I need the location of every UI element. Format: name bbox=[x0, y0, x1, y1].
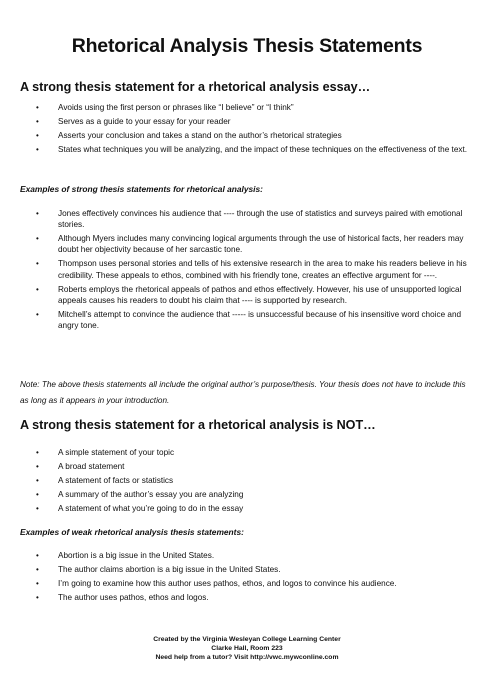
list-item bbox=[36, 447, 476, 458]
list-item-text: A simple statement of your topic bbox=[58, 448, 175, 457]
bullet-icon: • bbox=[36, 284, 39, 294]
page-title: Rhetorical Analysis Thesis Statements bbox=[71, 35, 423, 57]
bullet-icon: • bbox=[36, 551, 39, 560]
bullet-icon: • bbox=[36, 593, 39, 602]
list-item-text: The author uses pathos, ethos and logos. bbox=[58, 593, 209, 602]
list-item bbox=[36, 309, 476, 331]
list-item bbox=[36, 503, 476, 514]
bullet-icon: • bbox=[36, 565, 39, 574]
strong-examples-list bbox=[36, 208, 476, 334]
bullet-icon: • bbox=[36, 234, 39, 244]
list-item bbox=[36, 475, 476, 486]
list-item bbox=[36, 578, 476, 589]
bullet-icon: • bbox=[36, 309, 39, 319]
list-item bbox=[36, 284, 476, 306]
footer-line-3: Need help from a tutor? Visit http://vwc.mywconline.com bbox=[155, 654, 339, 662]
bullet-icon: • bbox=[36, 145, 39, 154]
note-text: Note: The above thesis statements all include the original author’s purpose/thesis. Your thesis does not have to include this as long as it appears in your introduction. bbox=[20, 380, 466, 405]
list-item-text: Roberts employs the rhetorical appeals of pathos and ethos effectively. However, his use of unsupported logical appeals causes his readers to doubt his claim that ---- is supported by research. bbox=[58, 284, 462, 305]
list-item bbox=[36, 564, 476, 575]
strong-thesis-heading: A strong thesis statement for a rhetorical analysis essay… bbox=[20, 80, 371, 94]
list-item bbox=[36, 144, 476, 155]
list-item bbox=[36, 592, 476, 603]
weak-examples-list bbox=[36, 550, 476, 606]
strong-thesis-list bbox=[36, 102, 476, 158]
list-item-text: Avoids using the first person or phrases like “I believe” or “I think” bbox=[58, 103, 294, 112]
list-item-text: Jones effectively convinces his audience that ---- through the use of statistics and surveys paired with emotional stories. bbox=[58, 209, 463, 230]
list-item-text: Asserts your conclusion and takes a stand on the author’s rhetorical strategies bbox=[58, 131, 342, 140]
footer-line-1: Created by the Virginia Wesleyan College Learning Center bbox=[153, 636, 341, 643]
bullet-icon: • bbox=[36, 117, 39, 126]
list-item-text: I’m going to examine how this author uses pathos, ethos, and logos to convince his audience. bbox=[58, 579, 397, 588]
list-item bbox=[36, 208, 476, 230]
bullet-icon: • bbox=[36, 259, 39, 269]
list-item bbox=[36, 130, 476, 141]
list-item bbox=[36, 489, 476, 500]
list-item-text: Although Myers includes many convincing logical arguments through the use of historical facts, her readers may doubt her objectivity because of her sarcastic tone. bbox=[58, 234, 464, 255]
footer-line-2: Clarke Hall, Room 223 bbox=[211, 645, 283, 653]
list-item bbox=[36, 550, 476, 561]
list-item-text: States what techniques you will be analyzing, and the impact of these techniques on the effectiveness of the text. bbox=[58, 145, 468, 154]
weak-examples-heading: Examples of weak rhetorical analysis thesis statements: bbox=[20, 527, 244, 537]
bullet-icon: • bbox=[36, 462, 39, 471]
bullet-icon: • bbox=[36, 448, 39, 457]
bullet-icon: • bbox=[36, 504, 39, 513]
list-item-text: Thompson uses personal stories and tells of his extensive research in the area to make his readers believe in his credibility. These appeals to ethos, combined with his friendly tone, creates an effective argument for ----. bbox=[58, 259, 467, 280]
list-item bbox=[36, 258, 476, 280]
list-item-text: Serves as a guide to your essay for your reader bbox=[58, 117, 231, 126]
bullet-icon: • bbox=[36, 490, 39, 499]
strong-examples-heading: Examples of strong thesis statements for rhetorical analysis: bbox=[20, 184, 263, 194]
list-item-text: Abortion is a big issue in the United States. bbox=[58, 551, 215, 560]
bullet-icon: • bbox=[36, 209, 39, 218]
bullet-icon: • bbox=[36, 103, 39, 112]
bullet-icon: • bbox=[36, 476, 39, 485]
list-item bbox=[36, 116, 476, 127]
list-item bbox=[36, 233, 476, 255]
list-item bbox=[36, 102, 476, 113]
not-thesis-list bbox=[36, 447, 476, 517]
bullet-icon: • bbox=[36, 131, 39, 140]
list-item-text: A statement of facts or statistics bbox=[58, 476, 174, 485]
list-item-text: A statement of what you’re going to do in the essay bbox=[58, 504, 244, 513]
list-item-text: A broad statement bbox=[58, 462, 125, 471]
bullet-icon: • bbox=[36, 579, 39, 588]
list-item bbox=[36, 461, 476, 472]
list-item-text: A summary of the author’s essay you are analyzing bbox=[58, 490, 244, 499]
weak-thesis-heading: A strong thesis statement for a rhetorical analysis is NOT… bbox=[20, 418, 376, 432]
list-item-text: Mitchell’s attempt to convince the audience that ----- is unsuccessful because of his insensitive word choice and angry tone. bbox=[58, 309, 462, 331]
list-item-text: The author claims abortion is a big issue in the United States. bbox=[58, 565, 281, 574]
footer bbox=[0, 635, 494, 663]
